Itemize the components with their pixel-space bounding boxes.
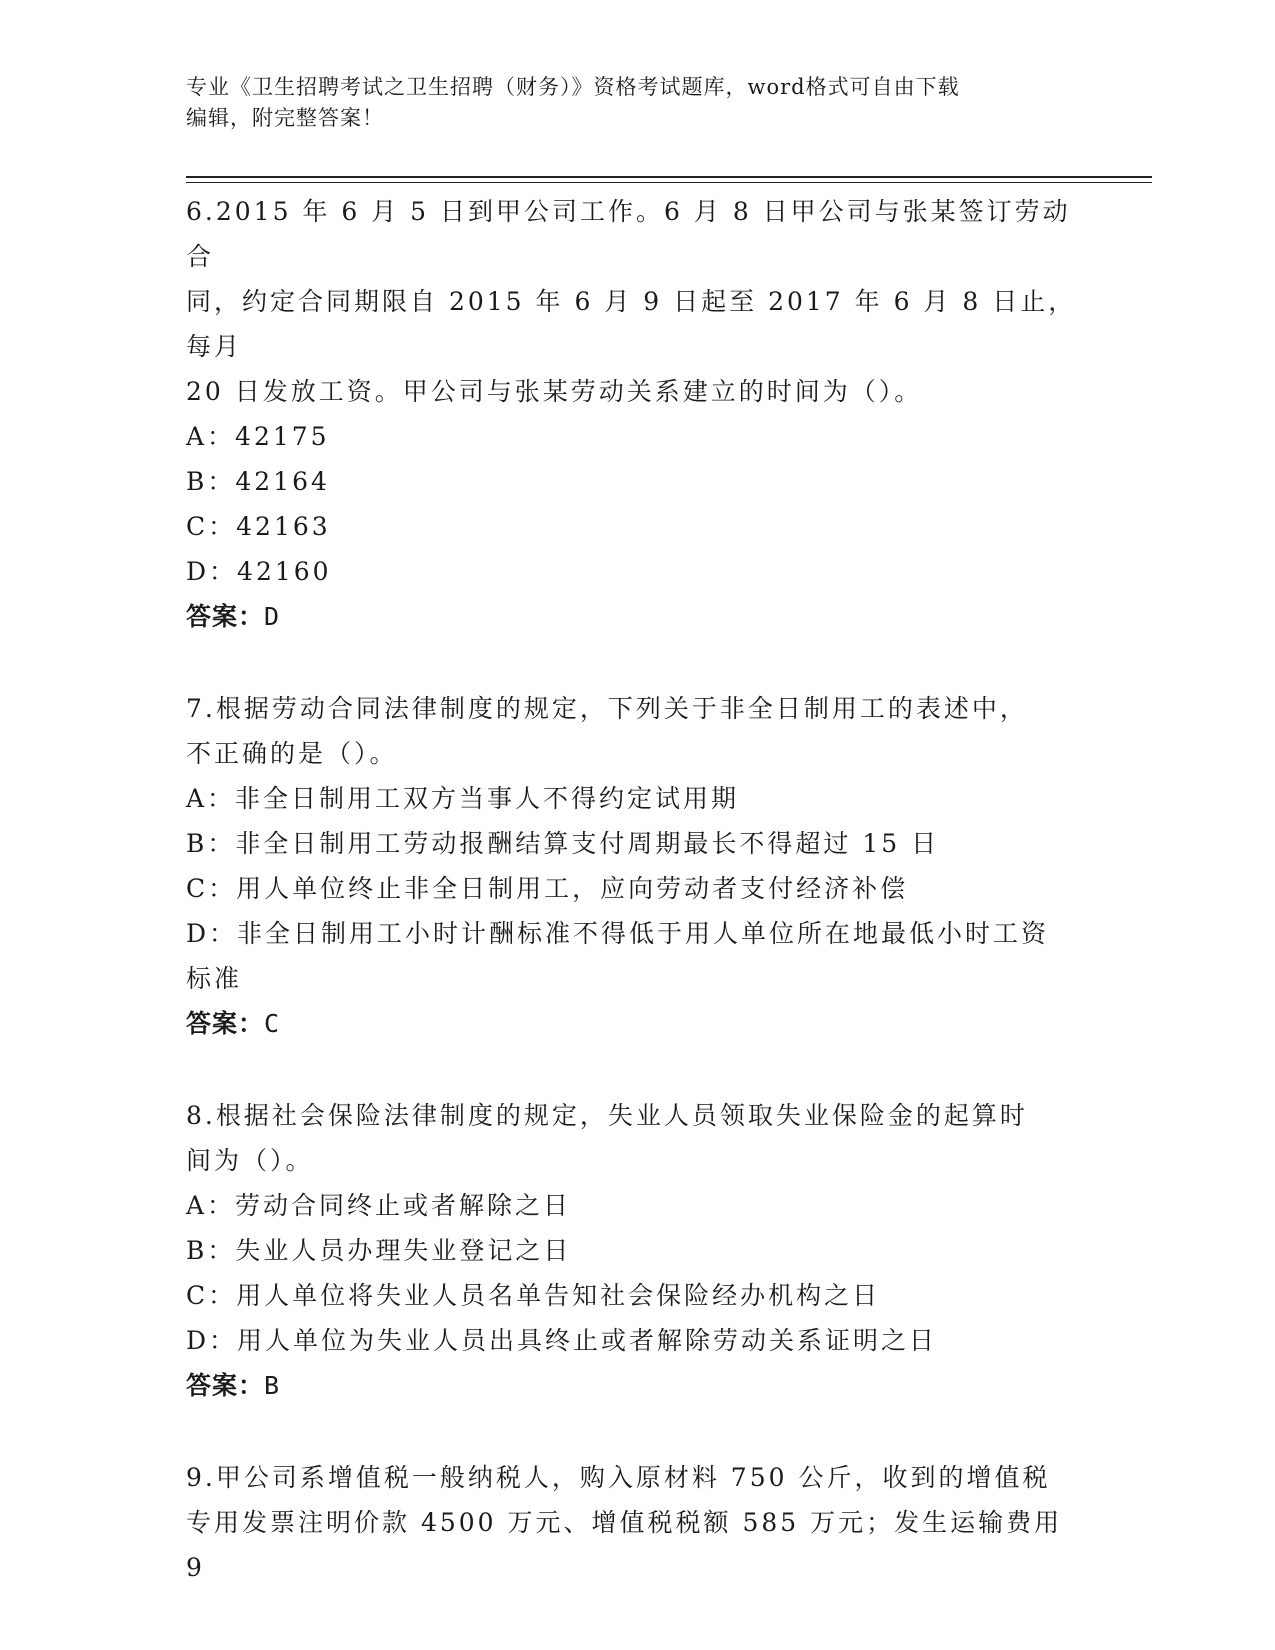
option-d: D：非全日制用工小时计酬标准不得低于用人单位所在地最低小时工资 <box>186 919 1050 948</box>
option-d: D：42160 <box>186 557 332 586</box>
answer-label: 答案： <box>186 1371 265 1400</box>
answer-value: B <box>264 1371 281 1400</box>
option-c: C：用人单位终止非全日制用工，应向劳动者支付经济补偿 <box>186 874 909 903</box>
document-header <box>186 72 1066 134</box>
question-stem-line: 不正确的是（）。 <box>186 739 398 768</box>
answer-line <box>186 1001 1086 1046</box>
option-b: B：非全日制用工劳动报酬结算支付周期最长不得超过 15 日 <box>186 829 940 858</box>
question-stem-line: 6.2015 年 6 月 5 日到甲公司工作。6 月 8 日甲公司与张某签订劳动合 <box>186 197 1071 271</box>
answer-line <box>186 594 1086 639</box>
question-stem-line: 9.甲公司系增值税一般纳税人，购入原材料 750 公斤，收到的增值税 <box>186 1463 1051 1492</box>
answer-line <box>186 1363 1086 1408</box>
question-block <box>186 189 1086 639</box>
question-stem-line: 20 日发放工资。甲公司与张某劳动关系建立的时间为（）。 <box>186 377 923 406</box>
option-a: A：42175 <box>186 422 330 451</box>
question-list <box>186 189 1086 1590</box>
option-a: A：劳动合同终止或者解除之日 <box>186 1191 572 1220</box>
answer-value: C <box>264 1009 281 1038</box>
option-b: B：42164 <box>186 467 330 496</box>
question-stem-line: 7.根据劳动合同法律制度的规定，下列关于非全日制用工的表述中， <box>186 694 1028 723</box>
question-block <box>186 1093 1086 1408</box>
question-stem-line: 8.根据社会保险法律制度的规定，失业人员领取失业保险金的起算时 <box>186 1101 1028 1130</box>
option-c: C：用人单位将失业人员名单告知社会保险经办机构之日 <box>186 1281 881 1310</box>
header-line-1: 专业《卫生招聘考试之卫生招聘（财务）》资格考试题库，word格式可自由下载 <box>186 75 960 99</box>
question-block <box>186 1455 1086 1590</box>
question-stem-line: 间为（）。 <box>186 1146 314 1175</box>
header-line-2: 编辑，附完整答案！ <box>186 106 384 130</box>
header-rule-thick <box>186 176 1152 178</box>
option-b: B：失业人员办理失业登记之日 <box>186 1236 572 1265</box>
option-c: C：42163 <box>186 512 331 541</box>
question-block <box>186 686 1086 1046</box>
option-d-continued: 标准 <box>186 964 243 993</box>
answer-label: 答案： <box>186 602 265 631</box>
answer-value: D <box>264 602 281 631</box>
question-stem-line: 专用发票注明价款 4500 万元、增值税税额 585 万元；发生运输费用 9 <box>186 1508 1063 1582</box>
question-stem-line: 同，约定合同期限自 2015 年 6 月 9 日起至 2017 年 6 月 8 日止，每月 <box>186 287 1077 361</box>
answer-label: 答案： <box>186 1009 265 1038</box>
header-rule-thin <box>186 182 1152 183</box>
option-a: A：非全日制用工双方当事人不得约定试用期 <box>186 784 740 813</box>
option-d: D：用人单位为失业人员出具终止或者解除劳动关系证明之日 <box>186 1326 938 1355</box>
